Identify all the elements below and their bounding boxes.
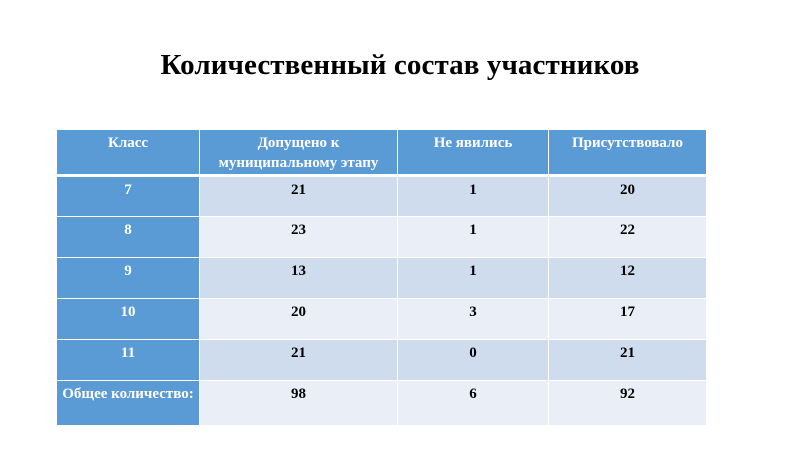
cell-admitted: 20 xyxy=(200,299,398,340)
header-row xyxy=(57,130,707,176)
table-row xyxy=(57,258,707,299)
cell-admitted: 23 xyxy=(200,217,398,258)
cell-total-absent: 6 xyxy=(398,381,549,426)
header-class: Класс xyxy=(57,130,200,176)
cell-admitted: 21 xyxy=(200,340,398,381)
cell-total-admitted: 98 xyxy=(200,381,398,426)
cell-absent: 3 xyxy=(398,299,549,340)
cell-absent: 1 xyxy=(398,176,549,217)
cell-admitted: 13 xyxy=(200,258,398,299)
total-row xyxy=(57,381,707,426)
cell-class: 9 xyxy=(57,258,200,299)
cell-total-present: 92 xyxy=(549,381,707,426)
cell-present: 12 xyxy=(549,258,707,299)
cell-total-label: Общее количество: xyxy=(57,381,200,426)
cell-absent: 0 xyxy=(398,340,549,381)
cell-absent: 1 xyxy=(398,217,549,258)
cell-class: 11 xyxy=(57,340,200,381)
table-row xyxy=(57,217,707,258)
cell-class: 7 xyxy=(57,176,200,217)
cell-present: 17 xyxy=(549,299,707,340)
cell-present: 22 xyxy=(549,217,707,258)
header-absent: Не явились xyxy=(398,130,549,176)
table-row xyxy=(57,299,707,340)
table-row xyxy=(57,340,707,381)
cell-class: 8 xyxy=(57,217,200,258)
cell-admitted: 21 xyxy=(200,176,398,217)
table-header xyxy=(57,130,707,176)
cell-present: 20 xyxy=(549,176,707,217)
cell-class: 10 xyxy=(57,299,200,340)
header-present: Присутствовало xyxy=(549,130,707,176)
cell-absent: 1 xyxy=(398,258,549,299)
table-body xyxy=(57,176,707,426)
slide-title: Количественный состав участников xyxy=(160,49,640,81)
cell-present: 21 xyxy=(549,340,707,381)
header-admitted: Допущено к муниципальному этапу xyxy=(200,130,398,176)
table-row xyxy=(57,176,707,217)
participants-table xyxy=(56,129,707,426)
